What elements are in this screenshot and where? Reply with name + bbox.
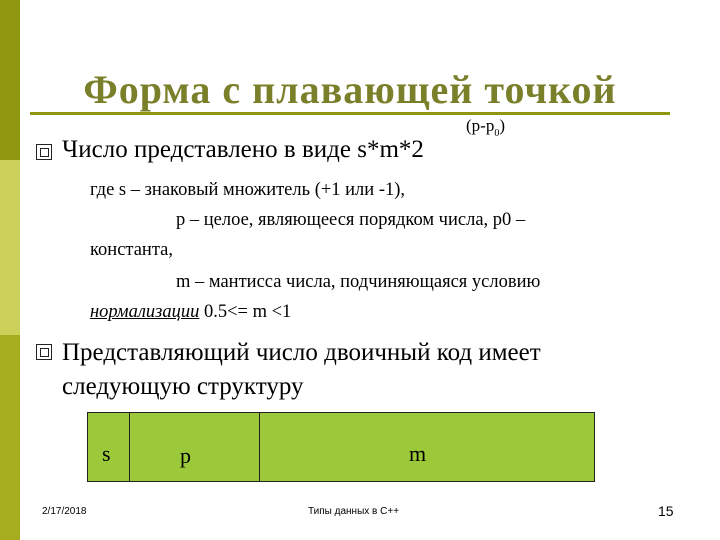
bullet1-text: Число представлено в виде s*m*2 — [62, 136, 424, 163]
cell-exponent: p — [180, 443, 191, 468]
square-bullet-icon — [36, 144, 52, 160]
slide-title: Форма с плавающей точкой — [83, 67, 617, 112]
cell-divider — [259, 413, 260, 481]
detail-line-4: m – мантисса числа, подчиняющаяся условию — [176, 272, 541, 292]
normalization-term: нормализации — [90, 302, 200, 322]
bullet2-text — [62, 336, 541, 404]
cell-divider — [129, 413, 130, 481]
left-band-light-segment — [0, 160, 20, 335]
detail-line-1: где s – знаковый множитель (+1 или -1), — [90, 180, 406, 200]
footer-title: Типы данных в С++ — [308, 506, 400, 517]
cell-mantissa: m — [409, 441, 427, 466]
detail-line-5 — [90, 302, 291, 323]
square-bullet-icon — [36, 344, 52, 360]
exponent-subscript: 0 — [494, 128, 500, 139]
bullet2-line-1: Представляющий число двоичный код имеет — [62, 339, 541, 366]
title-underline — [30, 112, 670, 115]
bullet2-line-2: следующую структуру — [62, 373, 304, 400]
left-decor-band — [0, 0, 20, 540]
footer-date: 2/17/2018 — [42, 506, 87, 517]
exponent-close: ) — [499, 116, 505, 135]
exponent-main: (p-p — [466, 116, 495, 135]
normalization-condition: 0.5<= m <1 — [199, 302, 292, 322]
page-number: 15 — [658, 503, 674, 519]
detail-line-2: p – целое, являющееся порядком числа, p0 – — [176, 210, 526, 230]
detail-line-3: константа, — [90, 240, 173, 260]
exponent — [466, 116, 505, 139]
cell-sign: s — [102, 441, 111, 466]
left-band-lower-segment — [0, 335, 20, 540]
binary-structure-diagram — [87, 412, 595, 482]
